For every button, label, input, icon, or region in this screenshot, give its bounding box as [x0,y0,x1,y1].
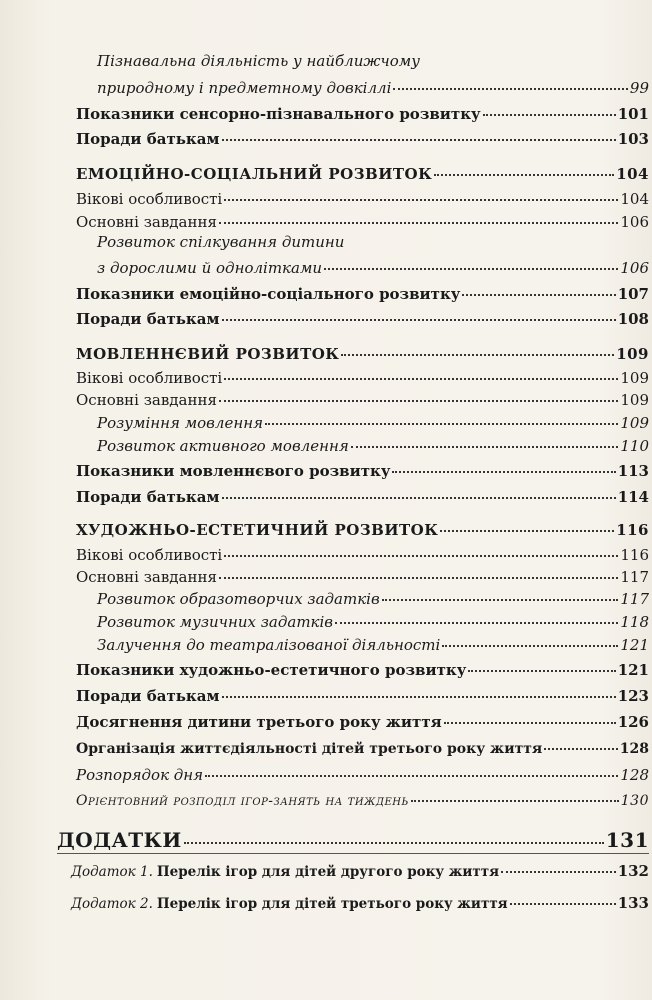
toc-page-number: 109 [620,414,649,432]
toc-page-number: 116 [616,521,649,539]
toc-entry[interactable] [76,684,649,705]
toc-section-heading[interactable] [76,162,649,183]
dot-leader [324,253,618,270]
toc-entry-label: Поради батькам [76,310,220,328]
toc-page-number: 116 [620,546,649,564]
toc-appendix-prefix: Додаток 1. [71,863,153,880]
toc-entry[interactable] [76,485,649,506]
toc-entry-label: Основні завдання [76,391,217,409]
toc-page-number: 123 [617,687,649,705]
toc-page-number: 130 [620,793,649,809]
toc-entry-label: Основні завдання [76,568,217,586]
toc-entry-label: МОВЛЕННЄВИЙ РОЗВИТОК [76,345,340,363]
dot-leader [335,607,618,624]
toc-entry-label: Вікові особливості [76,546,223,564]
dot-leader [219,562,618,579]
dot-leader [205,760,618,777]
toc-entry-label: Основні завдання [76,213,217,231]
toc-entry[interactable] [76,187,649,208]
toc-page-number: 114 [617,488,649,506]
toc-entry[interactable] [97,411,649,432]
dot-leader [411,786,619,802]
toc-entry[interactable] [97,76,649,97]
dot-leader [510,889,616,905]
dot-leader [382,584,619,601]
toc-entry-label: Досягнення дитини третього року життя [76,713,442,731]
toc-page-number: 106 [620,259,649,277]
toc-entry[interactable] [97,434,649,455]
toc-entry-label: Поради батькам [76,130,220,148]
toc-page-number: 117 [620,590,649,608]
toc-entry[interactable] [76,366,649,387]
toc-entry-label: Перелік ігор для дітей третього року життя [156,895,508,912]
toc-entry-label: Розвиток образотворчих задатків [97,590,380,608]
toc-entry-label: Перелік ігор для дітей другого року життя [156,863,500,880]
toc-page-number: 104 [620,190,649,208]
dot-leader [393,73,628,90]
dot-leader [222,482,616,499]
dot-leader [483,99,616,116]
toc-entry-label: Розвиток активного мовлення [97,437,349,455]
dot-leader [468,655,615,672]
toc-entry[interactable] [76,307,649,328]
dot-leader [351,431,619,448]
toc-page-number: 133 [617,893,649,912]
toc-entry[interactable] [97,256,649,277]
dot-leader [184,822,604,844]
dot-leader [219,385,618,402]
toc-appendix-prefix: Додаток 2. [71,895,153,912]
toc-entry-label: Розуміння мовлення [97,414,264,432]
dot-leader [434,159,614,176]
toc-entry[interactable] [97,633,649,654]
toc-entry-label: Показники художньо-естетичного розвитку [76,661,467,679]
toc-entry-label: Показники мовленнєвого розвитку [76,462,391,480]
toc-entry-label: Залучення до театралізованої діяльності [97,636,441,654]
toc-entry-label: Орієнтовний розподіл ігор-занять на тиждень [76,793,409,809]
toc-section-heading[interactable] [76,342,649,363]
dot-leader [544,734,617,750]
toc-page-number: 107 [617,285,649,303]
toc-page-number: 108 [617,310,649,328]
dot-leader [219,207,618,224]
toc-page-number: 104 [616,165,649,183]
toc-entry-label: Розвиток музичних задатків [97,613,334,631]
dot-leader [224,184,618,201]
toc-page-number: 109 [620,369,649,387]
toc-entry-label: ЕМОЦІЙНО-СОЦІАЛЬНИЙ РОЗВИТОК [76,165,433,183]
toc-page-number: 128 [619,741,649,757]
toc-entry-label: з дорослими й однолітками [97,259,323,277]
toc-entry-label: Вікові особливості [76,190,223,208]
dot-leader [501,857,616,873]
toc-entry-label: Розпорядок дня [76,766,204,784]
toc-entry-label: Поради батькам [76,488,220,506]
toc-entry-label: Організація життєдіяльності дітей третього року життя [76,741,543,757]
toc-entry-label: ХУДОЖНЬО-ЕСТЕТИЧНИЙ РОЗВИТОК [76,521,439,539]
dot-leader [462,279,615,296]
toc-entry-label: Показники сенсорно-пізнавального розвитку [76,105,481,123]
toc-page-number: 101 [617,105,649,123]
toc-page-number: 121 [617,661,649,679]
toc-page-number: 113 [617,462,649,480]
toc-entry-label: Показники емоційно-соціального розвитку [76,285,461,303]
toc-entry[interactable] [76,737,649,757]
toc-entry[interactable] [71,860,649,880]
toc-page-number: 103 [617,130,649,148]
dot-leader [442,630,618,647]
toc-page-number: 106 [620,213,649,231]
toc-entry[interactable] [76,763,649,784]
toc-page-number: 109 [620,391,649,409]
dot-leader [341,339,614,356]
toc-page-number: 126 [617,713,649,731]
toc-page-number: 117 [620,568,649,586]
toc-entry[interactable] [71,892,649,912]
dot-leader [440,515,614,532]
toc-page-number: 110 [620,437,649,455]
toc-entry[interactable] [76,388,649,409]
dot-leader [265,408,618,425]
toc-entry[interactable] [76,102,649,123]
toc-page-number: 118 [620,613,649,631]
toc-page-number: 121 [620,636,649,654]
toc-page-number: 109 [616,345,649,363]
toc-entry-label: Вікові особливості [76,369,223,387]
toc-entry[interactable] [76,459,649,480]
toc-entry[interactable] [76,127,649,148]
dot-leader [222,304,616,321]
toc-section-heading[interactable] [76,518,649,539]
dot-leader [224,540,618,557]
toc-entry[interactable] [76,282,649,303]
toc-entry-line: Розвиток спілкування дитини [97,233,345,251]
toc-page-number: 99 [629,79,649,97]
toc-entry-line: Пізнавальна діяльність у найближчому [97,52,420,70]
toc-entry[interactable] [97,610,649,631]
toc-page-number: 132 [617,861,649,880]
toc-entry[interactable] [97,587,649,608]
toc-page-number: 131 [605,828,649,852]
toc-appendix-heading[interactable] [57,825,649,852]
toc-entry-label: ДОДАТКИ [57,828,182,852]
toc-entry[interactable] [76,565,649,586]
toc-entry-label: природному і предметному довкіллі [97,79,392,97]
divider [57,853,649,854]
dot-leader [444,707,616,724]
toc-entry[interactable] [76,710,649,731]
toc-entry-label: Поради батькам [76,687,220,705]
toc-entry[interactable] [76,543,649,564]
dot-leader [222,681,616,698]
toc-page-number: 128 [620,766,649,784]
dot-leader [222,124,616,141]
toc-entry[interactable] [76,789,649,809]
dot-leader [224,363,618,380]
toc-entry[interactable] [76,658,649,679]
dot-leader [392,456,615,473]
toc-entry[interactable] [76,210,649,231]
